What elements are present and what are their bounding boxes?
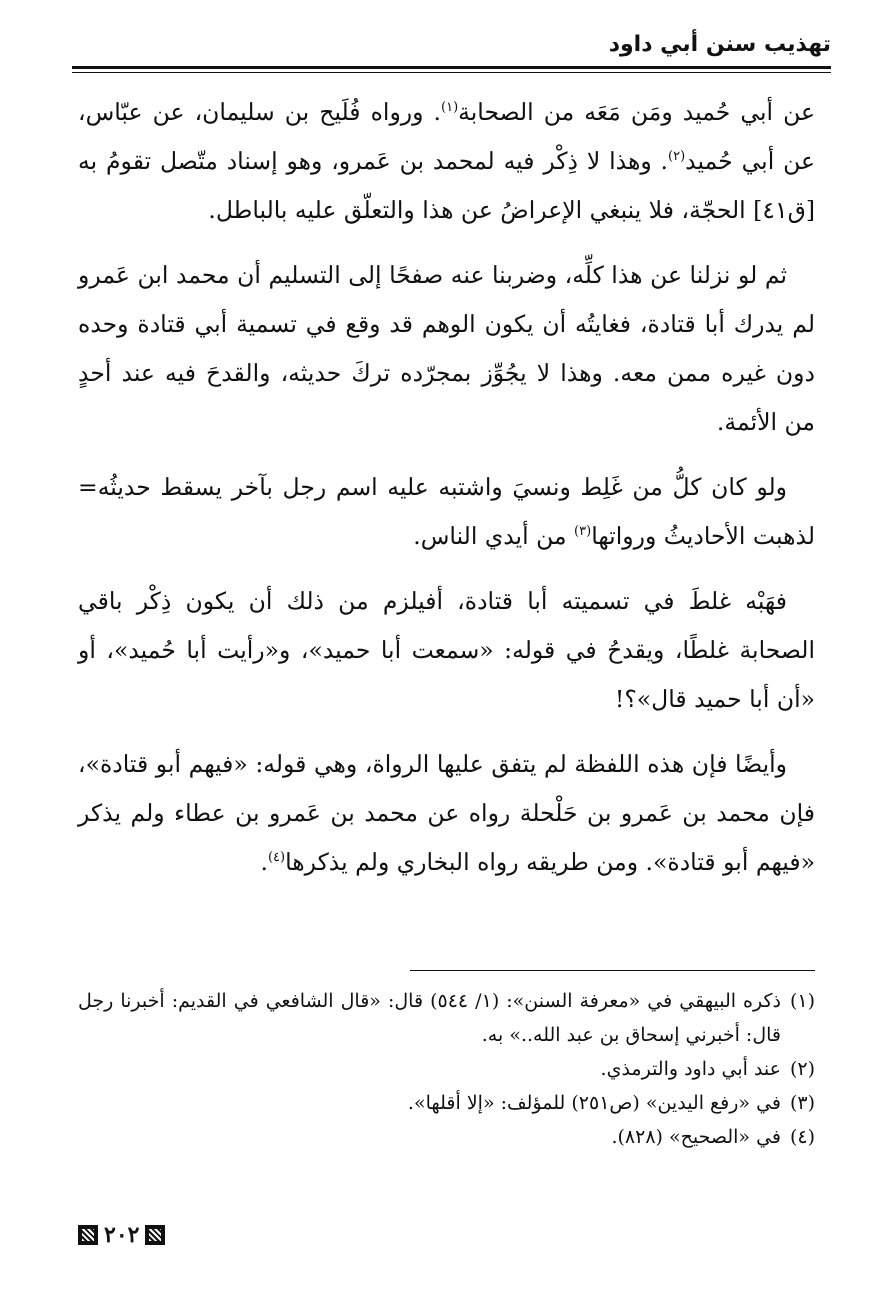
paragraph-5-text-a: وأيضًا فإن هذه اللفظة لم يتفق عليها الرواة، وهي قوله: «فيهم أبو قتادة»، فإن محمد بن عَمرو بن حَلْحلة رواه عن محمد بن عَمرو بن عطاء ولم يذكر «فيهم أبو قتادة». ومن طريقه رواه البخاري ولم يذكرها [78, 750, 815, 876]
paragraph-1-text-c: . وهذا لا ذِكْر فيه لمحمد بن عَمرو، وهو إسناد متّصل تقومُ به [ق٤١] الحجّة، فلا ينبغي الإعراضُ عن هذا والتعلّق عليه بالباطل. [78, 147, 815, 224]
header-rule-thin [72, 72, 831, 73]
paragraph-3-text-a: ولو كان كلُّ من غَلِط ونسيَ واشتبه عليه اسم رجل بآخر يسقط حديثُه= لذهبت الأحاديثُ ورواتها [78, 473, 815, 550]
footnote-text: في «رفع اليدين» (ص٢٥١) للمؤلف: «إلا أقلها». [407, 1092, 781, 1114]
square-ornament-icon [145, 1225, 165, 1245]
footnote-number: (٣) [789, 1092, 815, 1114]
paragraph-3 [78, 463, 815, 561]
paragraph-1 [78, 88, 815, 235]
footnote-number: (٤) [789, 1126, 815, 1148]
footnote-1 [78, 984, 815, 1052]
paragraph-5 [78, 740, 815, 887]
page-number-block [78, 1222, 165, 1248]
paragraph-1-text-a: عن أبي حُميد ومَن مَعَه من الصحابة [458, 98, 815, 126]
footnote-ref-1: (١) [441, 100, 459, 115]
footnote-number: (٢) [789, 1058, 815, 1080]
paragraph-5-text-b: . [260, 848, 268, 876]
footnotes [78, 984, 815, 1154]
paragraph-4: فهَبْه غلطَ في تسميته أبا قتادة، أفيلزم من ذلك أن يكون ذِكْر باقي الصحابة غلطًا، ويقدحُ في قوله: «سمعت أبا حميد»، و«رأيت أبا حُميد»، أو «أن أبا حميد قال»؟! [78, 587, 815, 713]
footnote-separator [410, 970, 815, 971]
running-title: تهذيب سنن أبي داود [608, 32, 831, 57]
footnote-3 [78, 1086, 815, 1120]
footnote-text: عند أبي داود والترمذي. [600, 1058, 781, 1080]
header-rule-thick [72, 66, 831, 69]
footnote-ref-4: (٤) [267, 850, 286, 865]
footnote-text: ذكره البيهقي في «معرفة السنن»: (١/ ٥٤٤) قال: «قال الشافعي في القديم: أخبرنا رجل قال: أخبرني إسحاق بن عبد الله..» به. [78, 990, 781, 1046]
main-text [78, 88, 815, 903]
paragraph-2: ثم لو نزلنا عن هذا كلِّه، وضربنا عنه صفحًا إلى التسليم أن محمد ابن عَمرو لم يدرك أبا قتادة، فغايتُه أن يكون الوهم قد وقع في تسمية أبي قتادة وحده دون غيره ممن معه. وهذا لا يجُوِّز بمجرّده تركَ حديثه، والقدحَ فيه عند أحدٍ من الأئمة. [78, 261, 815, 436]
footnote-text: في «الصحيح» (٨٢٨). [611, 1126, 781, 1148]
paragraph-1-text-b: . ورواه فُلَيح بن سليمان، عن عبّاس، عن أبي حُميد [78, 98, 815, 175]
footnote-ref-3: (٣) [574, 524, 592, 539]
footnote-2 [78, 1052, 815, 1086]
footnote-ref-2: (٢) [668, 149, 686, 164]
footnote-number: (١) [789, 990, 815, 1012]
page-number: ٢٠٢ [104, 1222, 140, 1248]
footnote-4 [78, 1120, 815, 1154]
paragraph-3-text-b: من أيدي الناس. [413, 522, 575, 550]
square-ornament-icon [78, 1225, 98, 1245]
